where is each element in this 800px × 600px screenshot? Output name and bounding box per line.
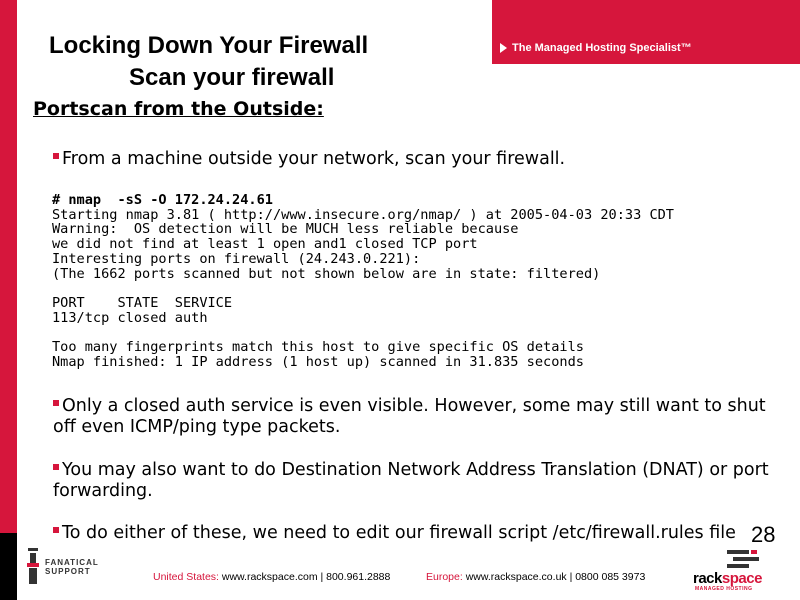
support-text: SUPPORT bbox=[45, 567, 91, 576]
brand-tagline bbox=[500, 42, 692, 54]
fanatical-support-logo bbox=[26, 548, 99, 586]
us-contact bbox=[153, 571, 390, 583]
terminal-command: # nmap -sS -O 172.24.24.61 bbox=[52, 192, 273, 208]
left-footer-bar bbox=[0, 533, 17, 600]
brand-header-box bbox=[492, 0, 800, 64]
fanatical-figure-icon bbox=[26, 548, 40, 586]
bullet-item bbox=[53, 523, 743, 544]
logo-sub-text: MANAGED HOSTING bbox=[695, 586, 753, 592]
bullet-text: You may also want to do Destination Network Address Translation (DNAT) or port forwarding. bbox=[53, 460, 769, 501]
bullet-square-icon bbox=[53, 464, 59, 470]
fanatical-text: FANATICAL bbox=[45, 558, 99, 567]
bullet-text: To do either of these, we need to edit our firewall script /etc/firewall.rules file bbox=[62, 523, 736, 543]
play-arrow-icon bbox=[500, 43, 507, 53]
logo-space-text: space bbox=[721, 570, 762, 587]
bullet-item bbox=[53, 149, 793, 170]
brand-tagline-text: The Managed Hosting Specialist™ bbox=[512, 42, 692, 54]
us-contact-text: www.rackspace.com | 800.961.2888 bbox=[221, 571, 391, 583]
bullet-text: Only a closed auth service is even visible. However, some may still want to shut off even ICMP/ping type packets. bbox=[53, 396, 766, 437]
bullet-item bbox=[53, 460, 793, 502]
page-number: 28 bbox=[751, 522, 776, 547]
bullet-square-icon bbox=[53, 527, 59, 533]
terminal-output bbox=[52, 193, 674, 369]
bullet-text: From a machine outside your network, scan your firewall. bbox=[62, 149, 566, 169]
europe-contact bbox=[426, 571, 645, 583]
terminal-output-text: Starting nmap 3.81 ( http://www.insecure.org/nmap/ ) at 2005-04-03 20:33 CDT Warning: OS detection will be MUCH less reliable because we did not find at least 1 open and1 closed TCP port Interesting ports on firewall (24.243.0.221): (The 1662 ports scanned but not shown below are in state: filtered) PORT STATE SERVICE 113/tcp closed auth Too many fingerprints match this host to give specific OS details Nmap finished: 1 IP address (1 host up) scanned in 31.835 seconds bbox=[52, 206, 674, 370]
slide-title: Locking Down Your Firewall bbox=[49, 32, 369, 59]
us-label: United States: bbox=[153, 571, 219, 583]
europe-label: Europe: bbox=[426, 571, 463, 583]
bullet-square-icon bbox=[53, 400, 59, 406]
europe-contact-text: www.rackspace.co.uk | 0800 085 3973 bbox=[465, 571, 646, 583]
section-heading: Portscan from the Outside: bbox=[33, 98, 324, 120]
bullet-square-icon bbox=[53, 153, 59, 159]
logo-rack-text: rack bbox=[693, 570, 722, 587]
rackspace-logo bbox=[693, 548, 783, 598]
slide-subtitle: Scan your firewall bbox=[129, 64, 335, 91]
left-accent-bar bbox=[0, 0, 17, 533]
rackspace-mark-icon bbox=[727, 548, 767, 570]
bullet-item bbox=[53, 396, 793, 438]
